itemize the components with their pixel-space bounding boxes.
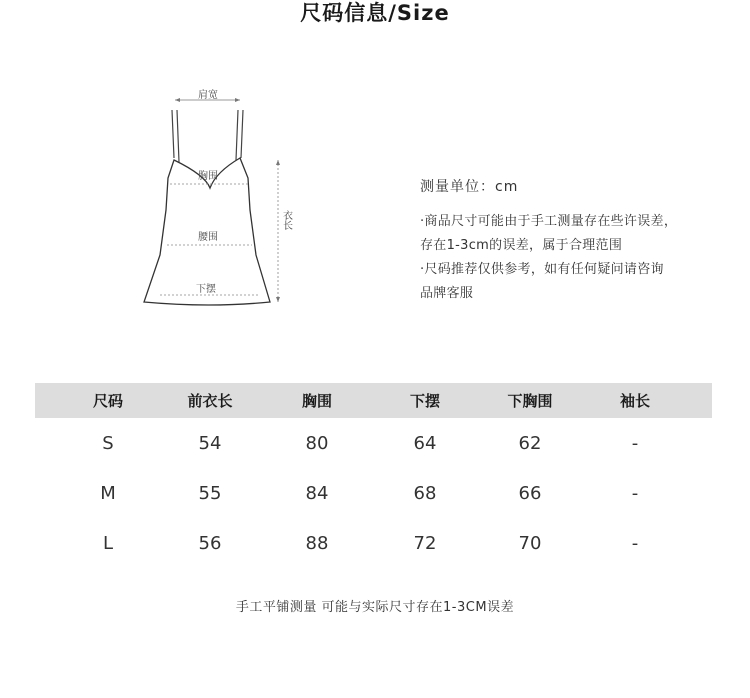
unit-note: 测量单位：cm — [420, 179, 519, 195]
header-underbust: 下胸围 — [507, 392, 553, 410]
table-cell: 72 — [413, 532, 437, 554]
table-cell: S — [102, 432, 114, 454]
note-line: ·尺码推荐仅供参考，如有任何疑问请咨询 — [420, 262, 664, 277]
footer-note: 手工平铺测量 可能与实际尺寸存在1-3CM误差 — [235, 600, 515, 615]
table-cell: 56 — [198, 532, 222, 554]
table-cell: 68 — [413, 482, 437, 504]
waist-label: 腰围 — [198, 232, 218, 243]
header-sleeve: 袖长 — [619, 392, 650, 410]
shoulder-label: 肩宽 — [198, 90, 218, 101]
table-cell: 55 — [198, 482, 222, 504]
chest-label: 胸围 — [198, 171, 218, 182]
table-row — [35, 518, 712, 568]
table-cell: 62 — [518, 432, 542, 454]
hem-label: 下摆 — [196, 284, 216, 295]
table-cell: L — [102, 532, 114, 554]
table-cell: 54 — [198, 432, 222, 454]
note-line: ·商品尺寸可能由于手工测量存在些许误差， — [420, 214, 678, 229]
table-cell: - — [631, 482, 639, 504]
camisole-outline — [130, 80, 310, 315]
table-cell: 64 — [413, 432, 437, 454]
table-row — [35, 468, 712, 518]
table-row — [35, 418, 712, 468]
garment-diagram — [130, 80, 310, 315]
table-cell: - — [631, 432, 639, 454]
header-front-length: 前衣长 — [187, 392, 233, 410]
table-cell: 88 — [305, 532, 329, 554]
header-size: 尺码 — [92, 392, 123, 410]
table-header — [35, 383, 712, 418]
note-line: 存在1-3cm的误差，属于合理范围 — [420, 238, 623, 253]
measurement-notes — [420, 176, 720, 306]
table-cell: 84 — [305, 482, 329, 504]
table-cell: - — [631, 532, 639, 554]
note-line: 品牌客服 — [420, 286, 474, 301]
header-hem: 下摆 — [409, 392, 440, 410]
length-label: 衣长 — [280, 210, 292, 230]
table-cell: M — [100, 482, 116, 504]
table-cell: 80 — [305, 432, 329, 454]
header-chest: 胸围 — [301, 392, 332, 410]
table-cell: 66 — [518, 482, 542, 504]
size-table — [35, 383, 712, 568]
page-title: 尺码信息/Size — [300, 1, 450, 25]
table-cell: 70 — [518, 532, 542, 554]
